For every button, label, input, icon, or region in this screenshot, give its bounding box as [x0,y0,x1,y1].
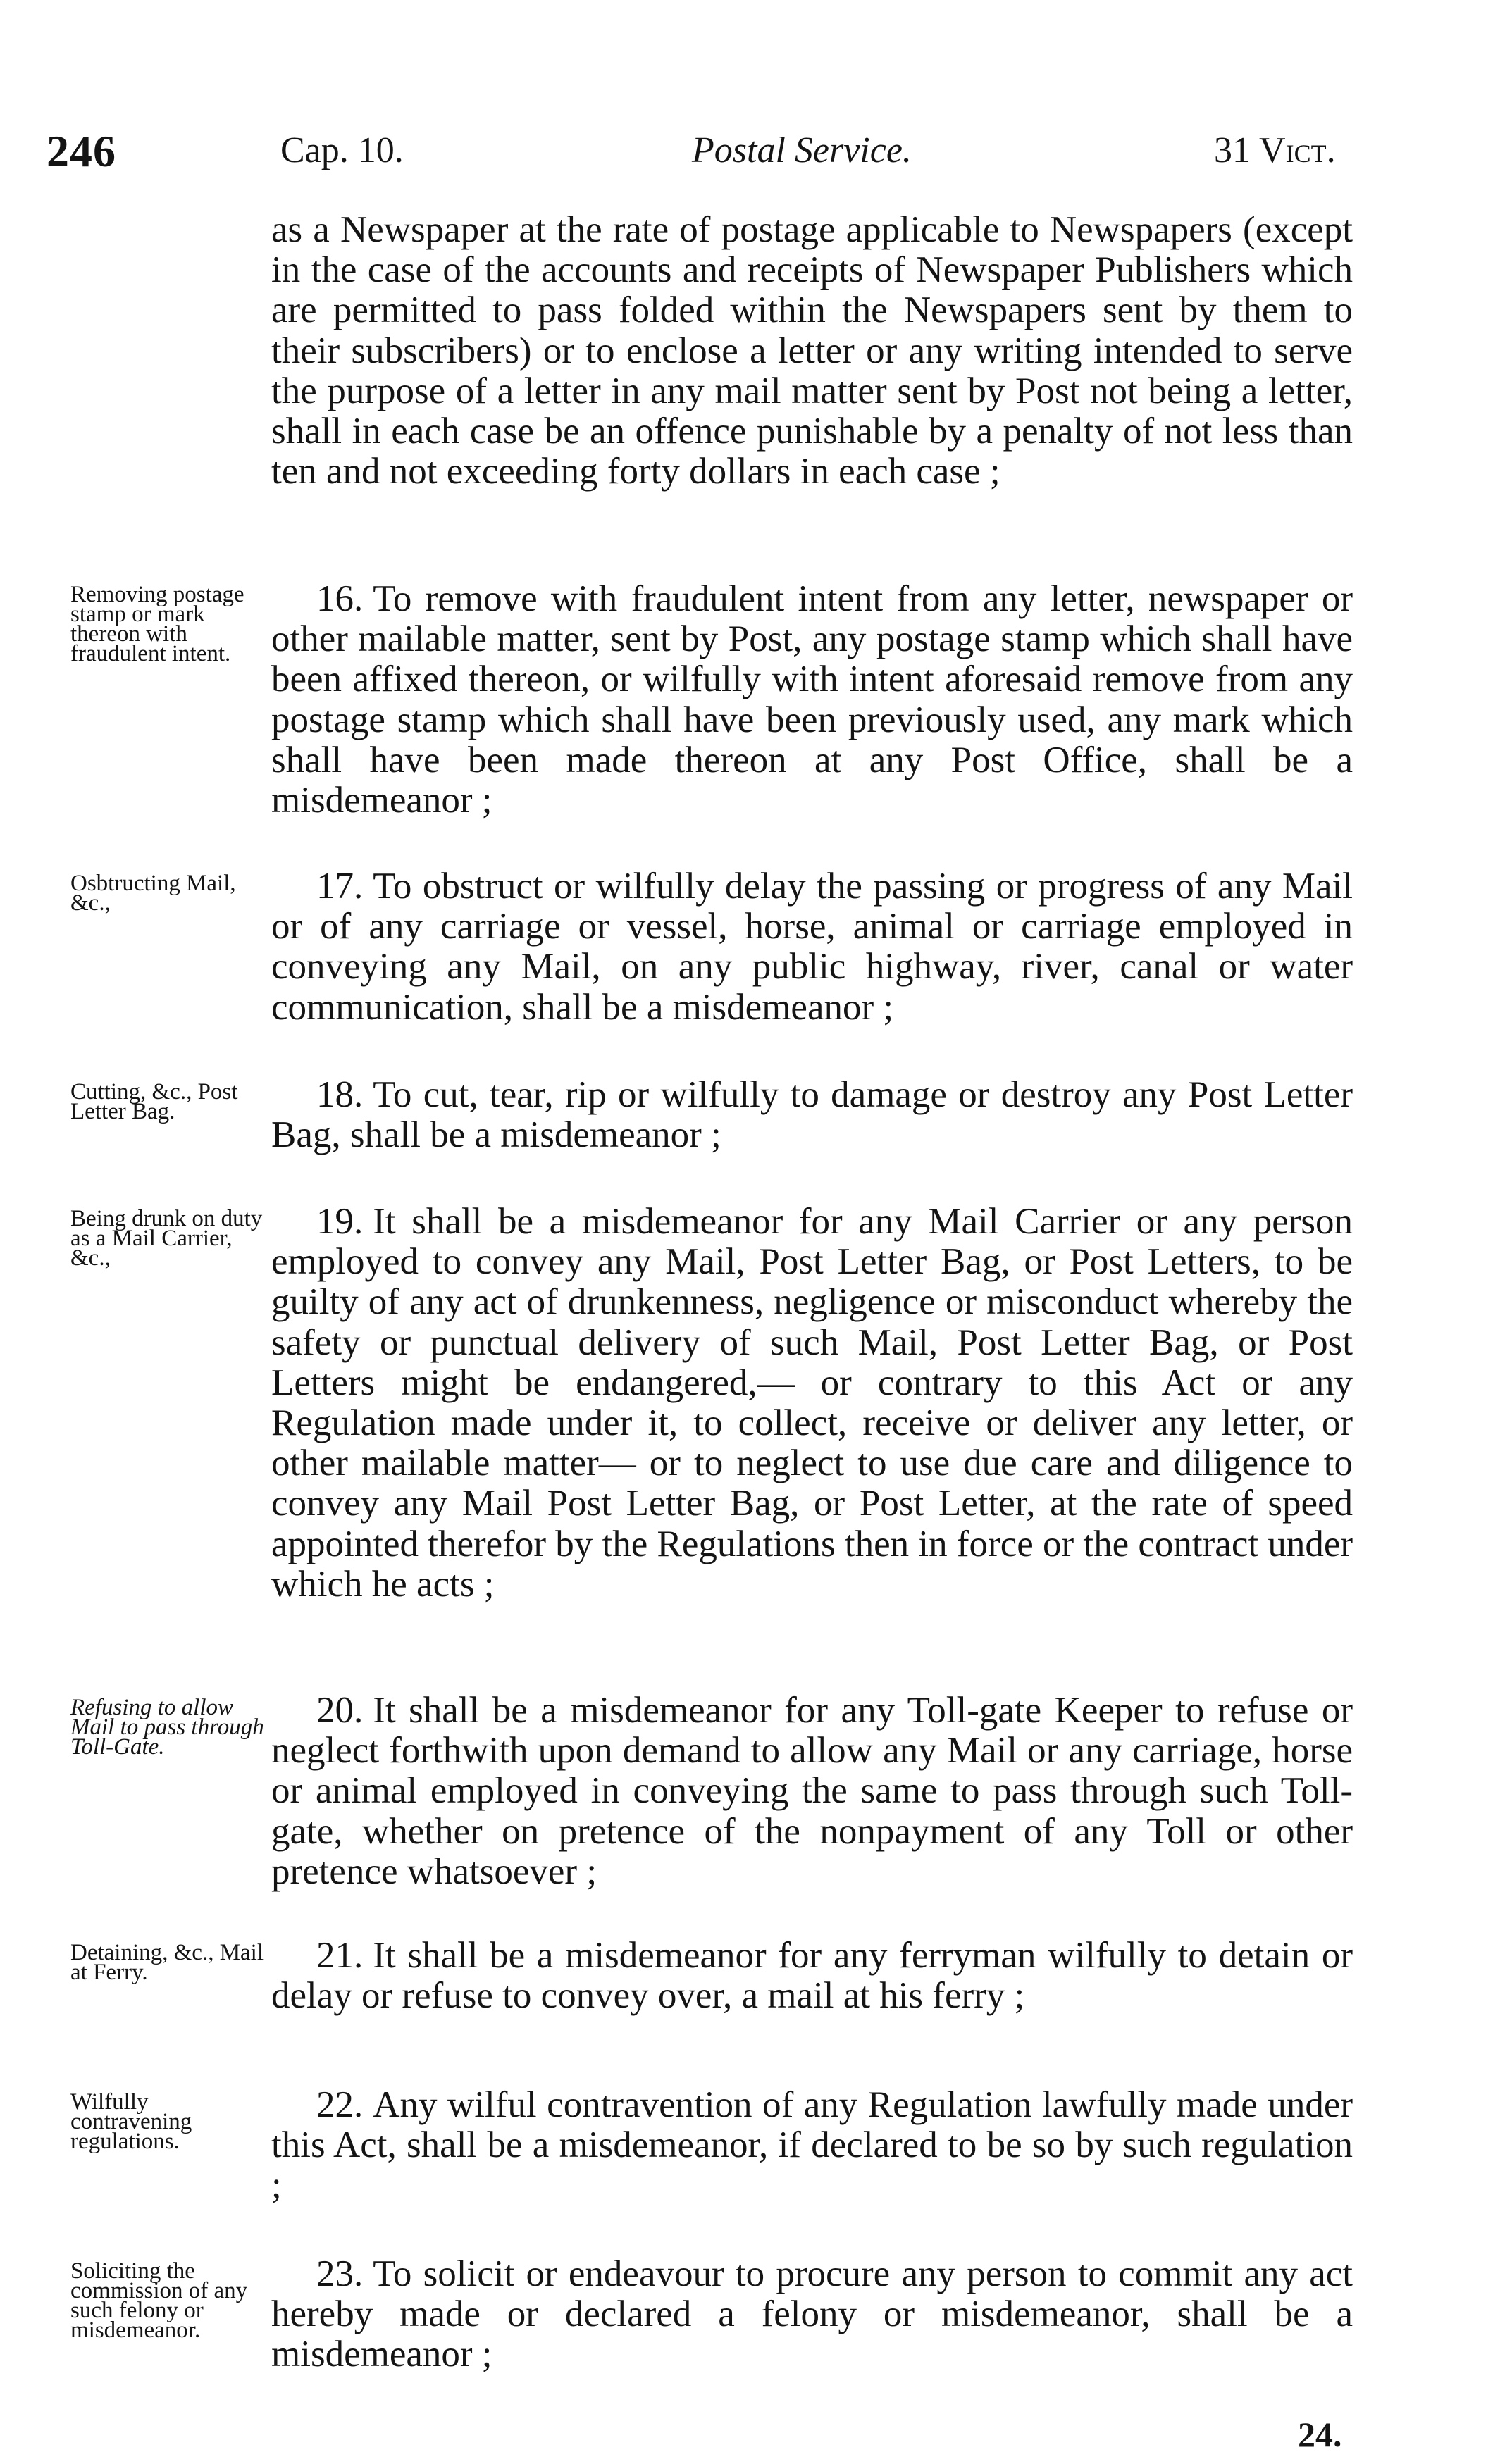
section-text: It shall be a misdemeanor for any Mail Carrier or any person employed to convey any Mail, Post Letter Bag, or Post Letters, to be guilty of any act of drunkenness, negligence or misconduct whereby the safety or punctual delivery of such Mail, Post Letter Bag, or Post Letters might be endangered,— or contrary to this Act or any Regulation made under it, to collect, receive or deliver any letter, or other mailable matter— or to neglect to use due care and diligence to convey any Mail Post Letter Bag, or Post Letter, at the rate of speed appointed therefor by the Regulations then in force or the contract under which he acts ; [271,1201,1353,1605]
running-header [0,125,1512,182]
section-number: 18. [316,1074,364,1115]
section-number: 20. [316,1690,364,1731]
section-text: To obstruct or wilfully delay the passing or progress of any Mail or of any carriage or vessel, horse, animal or carriage employed in conveying any Mail, on any public highway, river, canal or water communication, shall be a misdemeanor ; [271,866,1353,1028]
section-number: 23. [316,2253,364,2294]
marginal-note-18: Cutting, &c., Post Letter Bag. [70,1079,238,1124]
marginal-note-23: Soliciting the commission of any such felony or misdemeanor. [70,2258,248,2343]
section-16 [271,579,1353,821]
regnal-year: 31 Vict. [1214,130,1336,170]
chapter-reference: Cap. 10. [280,130,404,170]
section-number: 16. [316,578,364,619]
section-19 [271,1202,1353,1605]
marginal-note-19: Being drunk on duty as a Mail Carrier, &c., [70,1206,263,1271]
section-23 [271,2254,1353,2375]
section-21 [271,1936,1353,2016]
section-text: It shall be a misdemeanor for any Toll-gate Keeper to refuse or neglect forthwith upon demand to allow any Mail or any carriage, horse or animal employed in conveying the same to pass through such Toll-gate, whether on pretence of the nonpayment of any Toll or other pretence whatsoever ; [271,1690,1353,1892]
section-18 [271,1075,1353,1155]
section-22 [271,2085,1353,2206]
section-text: To remove with fraudulent intent from any letter, newspaper or other mailable matter, sent by Post, any postage stamp which shall have been affixed thereon, or wilfully with intent aforesaid remove from any postage stamp which shall have been previously used, any mark which shall have been made thereon at any Post Office, shall be a misdemeanor ; [271,578,1353,821]
section-number: 21. [316,1935,364,1976]
section-20 [271,1691,1353,1892]
section-number: 22. [316,2084,364,2125]
section-17 [271,866,1353,1028]
marginal-note-17: Osbtructing Mail, &c., [70,871,236,916]
section-number: 17. [316,866,364,907]
running-title: Postal Service. [692,130,912,170]
section-number: 19. [316,1201,364,1242]
section-text: It shall be a misdemeanor for any ferryman wilfully to detain or delay or refuse to convey over, a mail at his ferry ; [271,1935,1353,2017]
marginal-note-16: Removing postage stamp or mark thereon with fraudulent intent. [70,582,244,666]
marginal-note-21: Detaining, &c., Mail at Ferry. [70,1940,264,1985]
section-text: To cut, tear, rip or wilfully to damage or destroy any Post Letter Bag, shall be a misdemeanor ; [271,1074,1353,1156]
section-text: To solicit or endeavour to procure any person to commit any act hereby made or declared a felony or misdemeanor, shall be a misdemeanor ; [271,2253,1353,2375]
page-number: 246 [47,126,116,176]
catchword: 24. [1298,2415,1342,2454]
section-text: Any wilful contravention of any Regulation lawfully made under this Act, shall be a misdemeanor, if declared to be so by such regulation ; [271,2084,1353,2206]
marginal-note-20: Refusing to allow Mail to pass through Toll-Gate. [70,1695,264,1760]
intro-paragraph: as a Newspaper at the rate of postage applicable to Newspapers (except in the case of the accounts and receipts of Newspaper Publishers which are permitted to pass folded within the Newspapers sent by them to their subscribers) or to enclose a letter or any writing intended to serve the purpose of a letter in any mail matter sent by Post not being a letter, shall in each case be an offence punishable by a penalty of not less than ten and not exceeding forty dollars in each case ; [271,209,1353,492]
marginal-note-22: Wilfully contravening regulations. [70,2089,192,2154]
